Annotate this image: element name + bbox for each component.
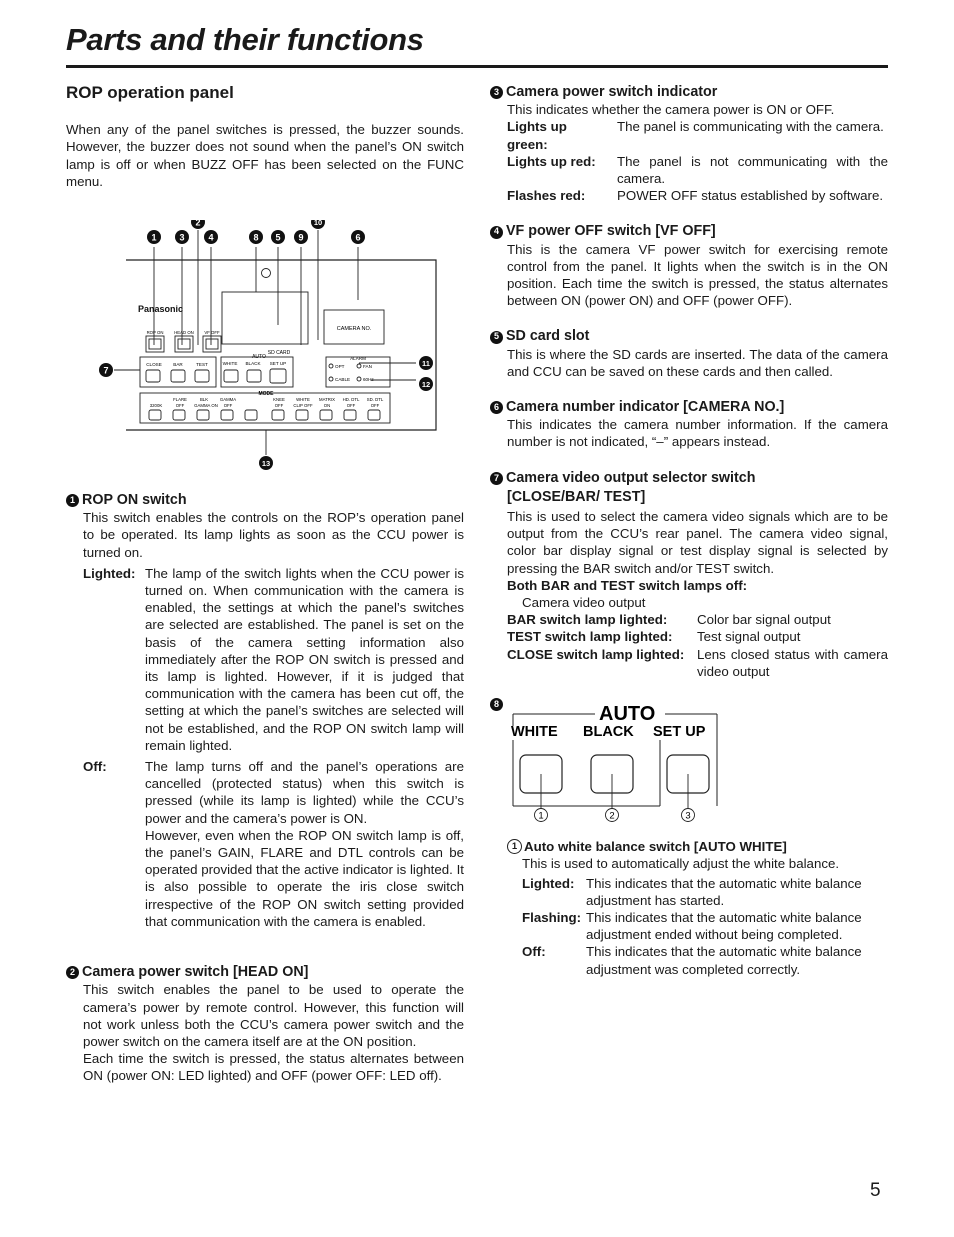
hz-label: 60Hz [363, 377, 374, 383]
callout-9: 9 [298, 232, 304, 243]
item-vf-off [490, 223, 888, 309]
fan-label: FAN [363, 364, 372, 370]
item-desc-2: Each time the switch is pressed, the status alternates between ON (power ON: LED lighted) and OFF (power OFF: LED off). [83, 1051, 464, 1084]
lighted-label: Lighted: [522, 875, 575, 891]
blk-label: BLK [199, 397, 209, 403]
sub-desc: This is used to automatically adjust the white balance. [522, 856, 840, 872]
item-head-on [66, 964, 464, 1084]
off-text-2: However, even when the ROP ON switch lamp is off, the panel’s GAIN, FLARE and DTL controls can be operated provided that the active indicator is lighted. It is also possible to operate the iris close switch irrespective of the ROP ON switch setting provided that communication with the camera is enabled. [145, 827, 464, 929]
item-title: Camera power switch [HEAD ON] [82, 964, 309, 981]
clip-off-label: CLIP OFF [293, 403, 313, 409]
rop-on-label: ROP ON [146, 330, 164, 336]
flash-label: Flashes red: [507, 188, 586, 204]
fig-callout-3: 3 [685, 810, 691, 822]
item-camera-no [490, 399, 888, 451]
vf-off-label: VF OFF [204, 330, 220, 336]
panasonic-logo: Panasonic [138, 304, 184, 315]
auto-label: AUTO [599, 703, 656, 726]
flashing-text: This indicates that the automatic white balance adjustment ended without being completed. [586, 909, 862, 943]
page-title: Parts and their functions [66, 22, 424, 57]
lighted-text: The lamp of the switch lights when the CCU power is turned on. When communication with the camera is enabled, the settings at which the panel’s switches are selected are established. The panel is set on the basis of the camera setting information also immediately after the ROP ON switch is pressed and its lamp is lighted. However, if it is judged that communication with the camera has been cut off, the setting at which the panel’s switches are selected will not be established, and the ROP ON switch lamp will remain lighted. [145, 565, 464, 753]
gamma-label: GAMMA [219, 397, 237, 403]
item-title: ROP ON switch [82, 492, 187, 509]
item-video-output [490, 470, 888, 680]
red-label: Lights up red: [507, 153, 596, 169]
right-column [490, 84, 888, 978]
bar-lamp-text: Color bar signal output [697, 612, 831, 628]
callout-10: 10 [313, 220, 323, 228]
number-badge: 6 [490, 401, 503, 414]
number-badge: 8 [490, 698, 503, 711]
callout-11: 11 [422, 359, 430, 369]
both-text: Camera video output [522, 595, 646, 611]
callout-8: 8 [253, 232, 259, 243]
fig-callout-1: 1 [538, 810, 544, 822]
bar-lamp-label: BAR switch lamp lighted: [507, 612, 668, 628]
item-desc: This is the camera VF power switch for exercising remote control from the panel. It lights when the switch is in the ON position. Each time the switch is pressed, the status alternates between ON (power ON) and OFF (power OFF). [507, 241, 888, 309]
k3200-label: 3200K [149, 403, 163, 409]
item-title: SD card slot [506, 328, 590, 345]
flash-text: POWER OFF status established by software. [617, 188, 884, 204]
item-sd-card [490, 328, 888, 380]
off-text: This indicates that the automatic white balance adjustment was completed correctly. [586, 944, 862, 977]
white-label: WHITE [222, 361, 238, 367]
callout-7: 7 [103, 365, 109, 376]
matrix-label: MATRIX [319, 397, 335, 403]
callout-4: 4 [208, 232, 214, 243]
flare-label: FLARE [173, 397, 187, 403]
test-lamp-text: Test signal output [697, 629, 801, 645]
callout-3: 3 [179, 232, 185, 243]
sub-number: 1 [507, 839, 522, 854]
callout-2: 2 [195, 220, 201, 228]
section-heading: ROP operation panel [66, 83, 234, 102]
callout-1: 1 [151, 232, 157, 243]
left-column [66, 84, 464, 1085]
number-badge: 7 [490, 472, 503, 485]
off4-label: OFF [346, 403, 356, 409]
setup-label: SET UP [653, 724, 706, 741]
setup-label: SET UP [269, 361, 287, 367]
knee-label: KNEE [273, 397, 285, 403]
page-number: 5 [870, 1180, 881, 1201]
rop-panel-diagram [96, 220, 456, 470]
white-label: WHITE [511, 724, 558, 741]
title-rule [66, 65, 888, 68]
callout-6: 6 [355, 232, 361, 243]
number-badge: 4 [490, 226, 503, 239]
off-text-1: The lamp turns off and the panel’s operations are cancelled (protected status) when this switch is pressed (while its lamp is lighted) while the CCU’s power and the camera’s power is ON. [145, 759, 464, 826]
close-label: CLOSE [146, 362, 162, 368]
item-power-indicator [490, 84, 888, 204]
cable-label: CABLE [335, 377, 351, 383]
item-auto-switches [490, 698, 888, 978]
head-on-label: HEAD ON [174, 330, 194, 336]
both-label: Both BAR and TEST switch lamps off: [507, 577, 748, 593]
white2-label: WHITE [296, 397, 310, 403]
off2-label: OFF [223, 403, 233, 409]
fig-callout-2: 2 [609, 810, 615, 822]
item-title: Camera number indicator [CAMERA NO.] [506, 399, 785, 416]
lighted-text: This indicates that the automatic white balance adjustment has started. [586, 875, 862, 908]
gamma-on-label: GAMMA ON [194, 403, 218, 409]
intro-paragraph: When any of the panel switches is pressed, the buzzer sounds. However, the buzzer does not sound when the panel’s ON switch lamp is off or when BUZZ OFF has been selected on the FUNC menu. [66, 122, 464, 189]
off-label: Off: [83, 759, 107, 775]
hd-dtl-label: HD. DTL [342, 397, 360, 403]
number-badge: 5 [490, 331, 503, 344]
red-text: The panel is not communicating with the camera. [617, 153, 888, 187]
item-title: Camera video output selector switch [506, 469, 756, 486]
number-badge: 1 [66, 494, 79, 507]
sd-card-label: SD CARD [267, 350, 291, 357]
test-label: TEST [196, 362, 208, 368]
off-label: Off: [522, 944, 546, 960]
callout-13: 13 [261, 459, 271, 469]
bar-label: BAR [173, 362, 183, 368]
on-label: ON [323, 403, 331, 409]
item-desc: This indicates the camera number information. If the camera number is not indicated, “–” appears instead. [507, 417, 888, 450]
item-desc: This is where the SD cards are inserted. The data of the camera and CCU can be saved on these cards and then called. [507, 346, 888, 379]
alarm-label: ALARM [350, 356, 366, 362]
item-title: VF power OFF switch [VF OFF] [506, 223, 716, 240]
item-desc: This indicates whether the camera power is ON or OFF. [507, 102, 835, 118]
off1-label: OFF [175, 403, 185, 409]
item-desc: This is used to select the camera video signals which are to be output from the CCU’s rear panel. The camera video signal, color bar display signal or test display signal is selected by pressing the BAR switch and/or TEST switch. [507, 509, 888, 576]
green-label: Lights up green: [507, 119, 567, 152]
sd-dtl-label: SD. DTL [366, 397, 384, 403]
callout-12: 12 [421, 380, 431, 390]
sub-title: Auto white balance switch [AUTO WHITE] [524, 839, 787, 855]
black-label: BLACK [245, 361, 261, 367]
opt-label: OPT [335, 364, 345, 370]
close-lamp-text: Lens closed status with camera video output [697, 646, 888, 679]
item-desc: This switch enables the controls on the ROP’s operation panel to be operated. Its lamp lights as soon as the CCU power is turned on. [83, 510, 464, 560]
item-title-2: [CLOSE/BAR/ TEST] [507, 488, 646, 505]
item-rop-on [66, 492, 464, 930]
callout-5: 5 [275, 232, 281, 243]
number-badge: 2 [66, 966, 79, 979]
off3-label: OFF [274, 403, 284, 409]
test-lamp-label: TEST switch lamp lighted: [507, 629, 673, 645]
auto-label: AUTO [252, 354, 266, 361]
black-label: BLACK [583, 724, 634, 741]
green-text: The panel is communicating with the camera. [617, 119, 884, 135]
auto-switch-figure [503, 698, 733, 822]
number-badge: 3 [490, 86, 503, 99]
item-desc-1: This switch enables the panel to be used to operate the camera’s power by remote control. However, this function will not work unless both the CCU’s camera power switch and the power switch on the camera itself are at the ON position. [83, 982, 464, 1049]
close-lamp-label: CLOSE switch lamp lighted: [507, 646, 685, 662]
camera-no-label: CAMERA NO. [336, 326, 372, 333]
item-title: Camera power switch indicator [506, 84, 718, 100]
flashing-label: Flashing: [522, 909, 582, 925]
mode-label: MODE [258, 391, 274, 398]
lighted-label: Lighted: [83, 565, 136, 581]
off5-label: OFF [370, 403, 380, 409]
